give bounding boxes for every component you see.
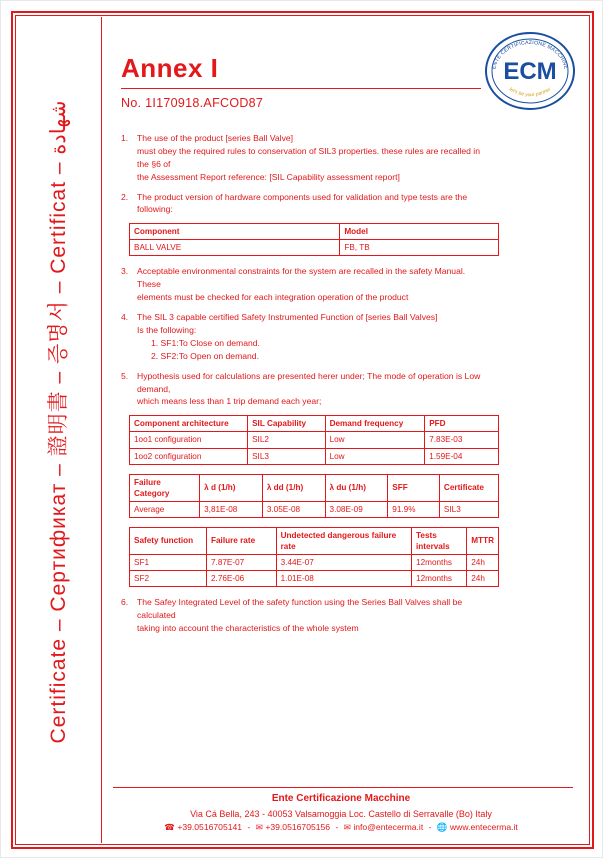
cell-tests-intervals: 12months xyxy=(412,570,467,586)
cell-demand-frequency: Low xyxy=(325,432,425,448)
document-number: No. 1I170918.AFCOD87 xyxy=(121,96,264,110)
cell-mttr: 24h xyxy=(467,554,499,570)
table-header-row xyxy=(130,416,499,432)
clause-body xyxy=(137,191,491,217)
clause-line: the Assessment Report reference: [SIL Capability assessment report] xyxy=(137,171,400,182)
clause-number: 4. xyxy=(121,312,129,323)
clause-body xyxy=(137,311,491,363)
clause-1 xyxy=(121,132,491,184)
cell-lambda-dd: 3.05E-08 xyxy=(262,501,325,517)
clause-number: 5. xyxy=(121,370,129,381)
clause-number: 6. xyxy=(121,597,129,607)
clause-6 xyxy=(121,596,491,635)
th-pfd: PFD xyxy=(425,416,499,432)
th-failure-rate: Failure rate xyxy=(206,527,276,554)
clause-list-2 xyxy=(121,265,491,408)
clause-list xyxy=(121,132,491,216)
clause-body xyxy=(137,596,491,635)
cell-sil-capability: SIL3 xyxy=(248,448,325,464)
cell-safety-function: SF2 xyxy=(130,570,207,586)
cell-component: BALL VALVE xyxy=(130,240,340,256)
clause-line: The Safey Integrated Level of the safety function using the Series Ball Valves shall be calculated xyxy=(137,597,463,620)
svg-text:let's be your partner: let's be your partner xyxy=(508,86,552,99)
cell-demand-frequency: Low xyxy=(325,448,425,464)
table-row xyxy=(130,432,499,448)
fax-icon: ✉ xyxy=(255,822,263,833)
clause-2 xyxy=(121,191,491,217)
th-tests-intervals: Tests intervals xyxy=(412,527,467,554)
clause-line: elements must be checked for each integration operation of the product xyxy=(137,292,409,303)
architecture-table xyxy=(129,415,499,464)
cell-failure-rate: 2.76E-06 xyxy=(206,570,276,586)
table-header-row xyxy=(130,527,499,554)
side-band xyxy=(17,17,95,843)
footer-divider xyxy=(113,787,573,788)
cell-lambda-du: 3.08E-09 xyxy=(325,501,388,517)
cell-mttr: 24h xyxy=(467,570,499,586)
svg-text:ENTE CERTIFICAZIONE MACCHINE: ENTE CERTIFICAZIONE MACCHINE xyxy=(491,39,569,70)
th-failure-category: Failure Category xyxy=(130,474,200,501)
clause-body xyxy=(137,370,491,409)
clause-line: The product version of hardware components used for validation and type tests are the following: xyxy=(137,191,468,215)
cell-failure-category: Average xyxy=(130,501,200,517)
footer-contacts xyxy=(101,821,581,835)
th-certificate: Certificate xyxy=(439,474,498,501)
th-lambda-dd: λ dd (1/h) xyxy=(262,474,325,501)
main-content xyxy=(113,31,513,642)
table-row xyxy=(130,240,499,256)
mail-icon: ✉ xyxy=(343,822,351,833)
clause-line: Acceptable environmental constraints for the system are recalled in the safety Manual. These xyxy=(137,266,466,290)
table-header-row xyxy=(130,224,499,240)
cell-undetected-rate: 3.44E-07 xyxy=(276,554,411,570)
clause-5 xyxy=(121,370,491,409)
cell-tests-intervals: 12months xyxy=(412,554,467,570)
clause-body xyxy=(137,265,491,304)
th-undetected-rate: Undetected dangerous failure rate xyxy=(276,527,411,554)
clause-body xyxy=(137,132,491,184)
clause-line: The SIL 3 capable certified Safety Instrumented Function of [series Ball Valves] xyxy=(137,312,438,323)
title-underline xyxy=(121,88,481,89)
cell-architecture: 1oo1 configuration xyxy=(130,432,248,448)
table-row xyxy=(130,554,499,570)
clause-line: Hypothesis used for calculations are presented herer under; The mode of operation is Low demand, xyxy=(137,370,481,394)
clause-line: which means less than 1 trip demand each year; xyxy=(137,396,322,407)
th-sff: SFF xyxy=(388,474,440,501)
th-component: Component xyxy=(130,224,340,240)
th-architecture: Component architecture xyxy=(130,416,248,432)
th-lambda-du: λ du (1/h) xyxy=(325,474,388,501)
th-sil-capability: SIL Capability xyxy=(248,416,325,432)
clause-number: 1. xyxy=(121,133,129,143)
clause-3 xyxy=(121,265,491,304)
footer-sep: - xyxy=(335,822,339,833)
clause-subline: 1. SF1:To Close on demand. xyxy=(151,337,260,348)
clause-number: 2. xyxy=(121,191,129,202)
clause-subline: 2. SF2:To Open on demand. xyxy=(151,350,259,361)
cell-architecture: 1oo2 configuration xyxy=(130,448,248,464)
th-lambda-d: λ d (1/h) xyxy=(200,474,263,501)
cell-undetected-rate: 1.01E-08 xyxy=(276,570,411,586)
cell-pfd: 1.59E-04 xyxy=(425,448,499,464)
footer-address: Via Cá Bella, 243 - 40053 Valsamoggia Loc. Castello di Serravalle (Bo) Italy xyxy=(190,809,492,819)
table-row xyxy=(130,570,499,586)
cell-safety-function: SF1 xyxy=(130,554,207,570)
svg-text:ECM: ECM xyxy=(503,58,557,85)
cell-sff: 91.9% xyxy=(388,501,440,517)
clause-line: must obey the required rules to conservation of SIL3 properties. these rules are recalled in the §6 of xyxy=(137,145,480,169)
table-header-row xyxy=(130,474,499,501)
component-table xyxy=(129,223,499,256)
th-demand-frequency: Demand frequency xyxy=(325,416,425,432)
phone-icon: ☎ xyxy=(164,822,175,833)
cell-certificate: SIL3 xyxy=(439,501,498,517)
clause-line: Is the following: xyxy=(137,325,197,336)
footer-sep: - xyxy=(428,822,432,833)
cell-lambda-d: 3,81E-08 xyxy=(200,501,263,517)
globe-icon: 🌐 xyxy=(436,822,448,833)
table-row xyxy=(130,448,499,464)
footer-website[interactable]: www.entecerma.it xyxy=(449,822,518,833)
clause-line: The use of the product [series Ball Valve] xyxy=(137,133,294,143)
side-band-text: Certificate – Сертификат – 證明書 – 증명서 – Certificat – شهادة xyxy=(47,100,70,744)
clause-line: taking into account the characteristics of the whole system xyxy=(137,622,359,633)
footer-company: Ente Certificazione Macchine xyxy=(271,793,411,804)
table-row xyxy=(130,501,499,517)
clause-number: 3. xyxy=(121,266,129,277)
vertical-divider xyxy=(101,17,102,843)
cell-model: FB, TB xyxy=(340,240,499,256)
th-model: Model xyxy=(340,224,499,240)
th-safety-function: Safety function xyxy=(130,527,207,554)
failure-table xyxy=(129,474,499,518)
footer-email[interactable]: info@entecerma.it xyxy=(353,822,424,833)
footer xyxy=(101,791,581,835)
cell-failure-rate: 7.87E-07 xyxy=(206,554,276,570)
safety-function-table xyxy=(129,527,499,587)
footer-sep: - xyxy=(247,822,251,833)
clause-4 xyxy=(121,311,491,363)
footer-fax: +39.0516705156 xyxy=(265,822,331,833)
th-mttr: MTTR xyxy=(467,527,499,554)
cell-sil-capability: SIL2 xyxy=(248,432,325,448)
page-title: Annex I xyxy=(121,53,219,83)
cell-pfd: 7.83E-03 xyxy=(425,432,499,448)
footer-phone: +39.0516705141 xyxy=(177,822,243,833)
clause-list-3 xyxy=(121,596,491,635)
